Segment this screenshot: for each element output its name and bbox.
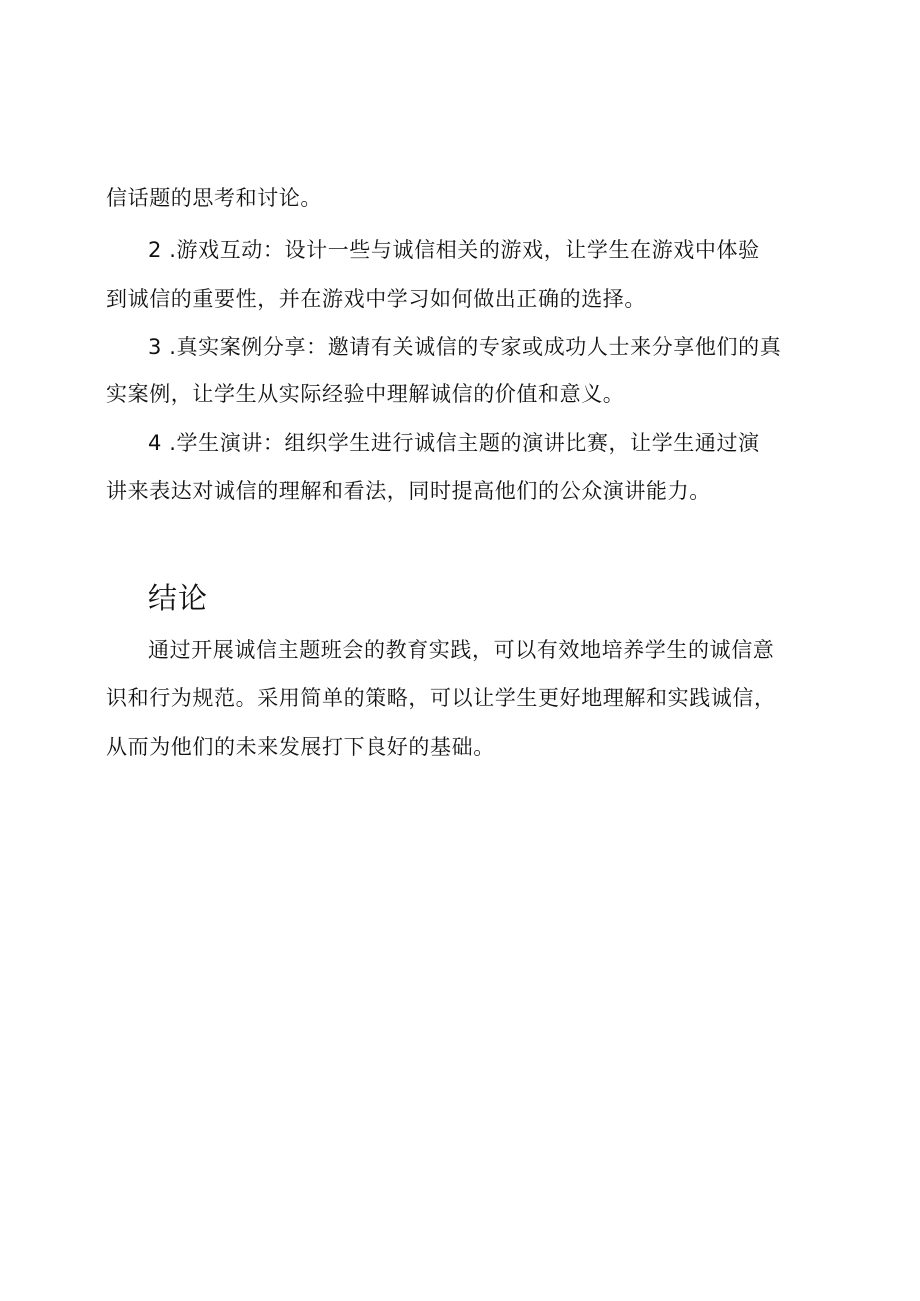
list-item-3-line-2: 实案例，让学生从实际经验中理解诚信的价值和意义。	[106, 382, 625, 406]
conclusion-line-1: 通过开展诚信主题班会的教育实践，可以有效地培养学生的诚信意	[148, 638, 775, 662]
list-item-4-line-2: 讲来表达对诚信的理解和看法，同时提高他们的公众演讲能力。	[106, 479, 711, 503]
list-item-4-line-1: 4 .学生演讲：组织学生进行诚信主题的演讲比赛，让学生通过演	[148, 431, 760, 455]
conclusion-line-3: 从而为他们的未来发展打下良好的基础。	[106, 735, 495, 759]
section-heading-conclusion: 结论	[148, 581, 209, 615]
list-item-3-line-1: 3 .真实案例分享：邀请有关诚信的专家或成功人士来分享他们的真	[148, 335, 782, 359]
conclusion-line-2: 识和行为规范。采用简单的策略，可以让学生更好地理解和实践诚信，	[106, 686, 776, 710]
text-line: 信话题的思考和讨论。	[106, 186, 322, 210]
list-item-2-line-1: 2 .游戏互动：设计一些与诚信相关的游戏，让学生在游戏中体验	[148, 238, 760, 262]
list-item-2-line-2: 到诚信的重要性，并在游戏中学习如何做出正确的选择。	[106, 287, 646, 311]
